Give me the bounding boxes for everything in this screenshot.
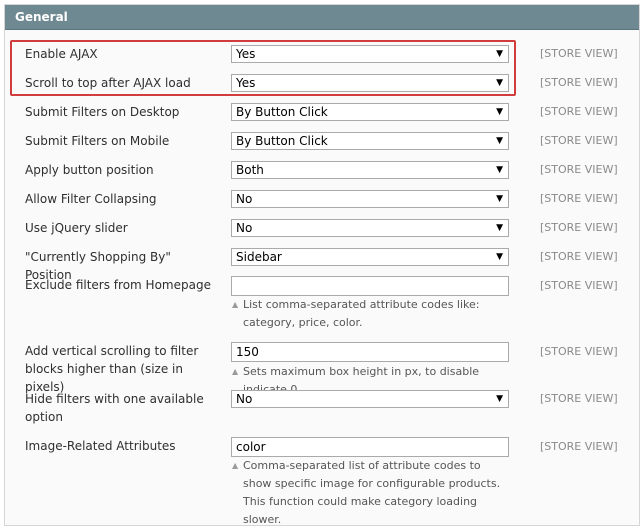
dropdown-arrow-icon: ▼ bbox=[496, 49, 503, 59]
scope-label: [STORE VIEW] bbox=[540, 221, 618, 234]
note-text: List comma-separated attribute codes like: category, price, color. bbox=[243, 298, 480, 329]
dropdown-arrow-icon: ▼ bbox=[496, 223, 503, 233]
dropdown-arrow-icon: ▼ bbox=[496, 78, 503, 88]
dropdown-arrow-icon: ▼ bbox=[496, 394, 503, 404]
select-value: Yes bbox=[236, 76, 256, 90]
select-value: Yes bbox=[236, 47, 256, 61]
select-value: No bbox=[236, 221, 253, 235]
submit-filters-desktop-select[interactable] bbox=[231, 103, 509, 121]
note-text: Sets maximum box height in px, to disable bbox=[243, 365, 480, 378]
note-triangle-icon: ▲ bbox=[232, 300, 239, 309]
scope-label: [STORE VIEW] bbox=[540, 279, 618, 292]
field-label: Hide filters with one available option bbox=[25, 392, 204, 424]
field-label: Exclude filters from Homepage bbox=[25, 278, 211, 292]
field-label: Use jQuery slider bbox=[25, 221, 128, 235]
select-value: No bbox=[236, 392, 253, 406]
submit-filters-mobile-select[interactable] bbox=[231, 132, 509, 150]
scope-label: [STORE VIEW] bbox=[540, 163, 618, 176]
field-label: Submit Filters on Desktop bbox=[25, 105, 180, 119]
scope-label: [STORE VIEW] bbox=[540, 105, 618, 118]
note-triangle-icon: ▲ bbox=[232, 461, 239, 470]
select-value: Sidebar bbox=[236, 250, 282, 264]
settings-panel bbox=[4, 4, 640, 526]
dropdown-arrow-icon: ▼ bbox=[496, 252, 503, 262]
field-label: Add vertical scrolling to filter blocks higher than (size in pixels) bbox=[25, 344, 199, 394]
hide-filters-one-option-select[interactable] bbox=[231, 390, 509, 408]
exclude-filters-homepage-input[interactable] bbox=[231, 276, 509, 296]
vertical-scrolling-height-input[interactable]: 150 bbox=[231, 342, 509, 362]
field-note bbox=[231, 457, 511, 529]
select-value: No bbox=[236, 192, 253, 206]
apply-button-position-select[interactable] bbox=[231, 161, 509, 179]
use-jquery-slider-select[interactable] bbox=[231, 219, 509, 237]
scope-label: [STORE VIEW] bbox=[540, 134, 618, 147]
dropdown-arrow-icon: ▼ bbox=[496, 136, 503, 146]
dropdown-arrow-icon: ▼ bbox=[496, 107, 503, 117]
image-related-attributes-input[interactable]: color bbox=[231, 437, 509, 457]
scope-label: [STORE VIEW] bbox=[540, 47, 618, 60]
section-header[interactable]: General bbox=[5, 5, 639, 30]
field-label: Image-Related Attributes bbox=[25, 439, 176, 453]
select-value: By Button Click bbox=[236, 134, 328, 148]
dropdown-arrow-icon: ▼ bbox=[496, 194, 503, 204]
allow-filter-collapsing-select[interactable] bbox=[231, 190, 509, 208]
dropdown-arrow-icon: ▼ bbox=[496, 165, 503, 175]
scope-label: [STORE VIEW] bbox=[540, 250, 618, 263]
scope-label: [STORE VIEW] bbox=[540, 192, 618, 205]
field-label: "Currently Shopping By" Position bbox=[25, 250, 171, 282]
currently-shopping-by-position-select[interactable] bbox=[231, 248, 509, 266]
scope-label: [STORE VIEW] bbox=[540, 76, 618, 89]
scroll-to-top-select[interactable] bbox=[231, 74, 509, 92]
field-label: Submit Filters on Mobile bbox=[25, 134, 170, 148]
field-note bbox=[231, 296, 511, 332]
select-value: Both bbox=[236, 163, 264, 177]
select-value: By Button Click bbox=[236, 105, 328, 119]
scope-label: [STORE VIEW] bbox=[540, 440, 618, 453]
scope-label: [STORE VIEW] bbox=[540, 392, 618, 405]
note-triangle-icon: ▲ bbox=[232, 367, 239, 376]
field-label: Enable AJAX bbox=[25, 47, 98, 61]
enable-ajax-select[interactable] bbox=[231, 45, 509, 63]
field-label: Apply button position bbox=[25, 163, 154, 177]
field-label: Allow Filter Collapsing bbox=[25, 192, 157, 206]
note-text: Comma-separated list of attribute codes to show specific image for configurable products. This function could make category loading slower. bbox=[243, 459, 501, 526]
scope-label: [STORE VIEW] bbox=[540, 345, 618, 358]
field-label: Scroll to top after AJAX load bbox=[25, 76, 191, 90]
